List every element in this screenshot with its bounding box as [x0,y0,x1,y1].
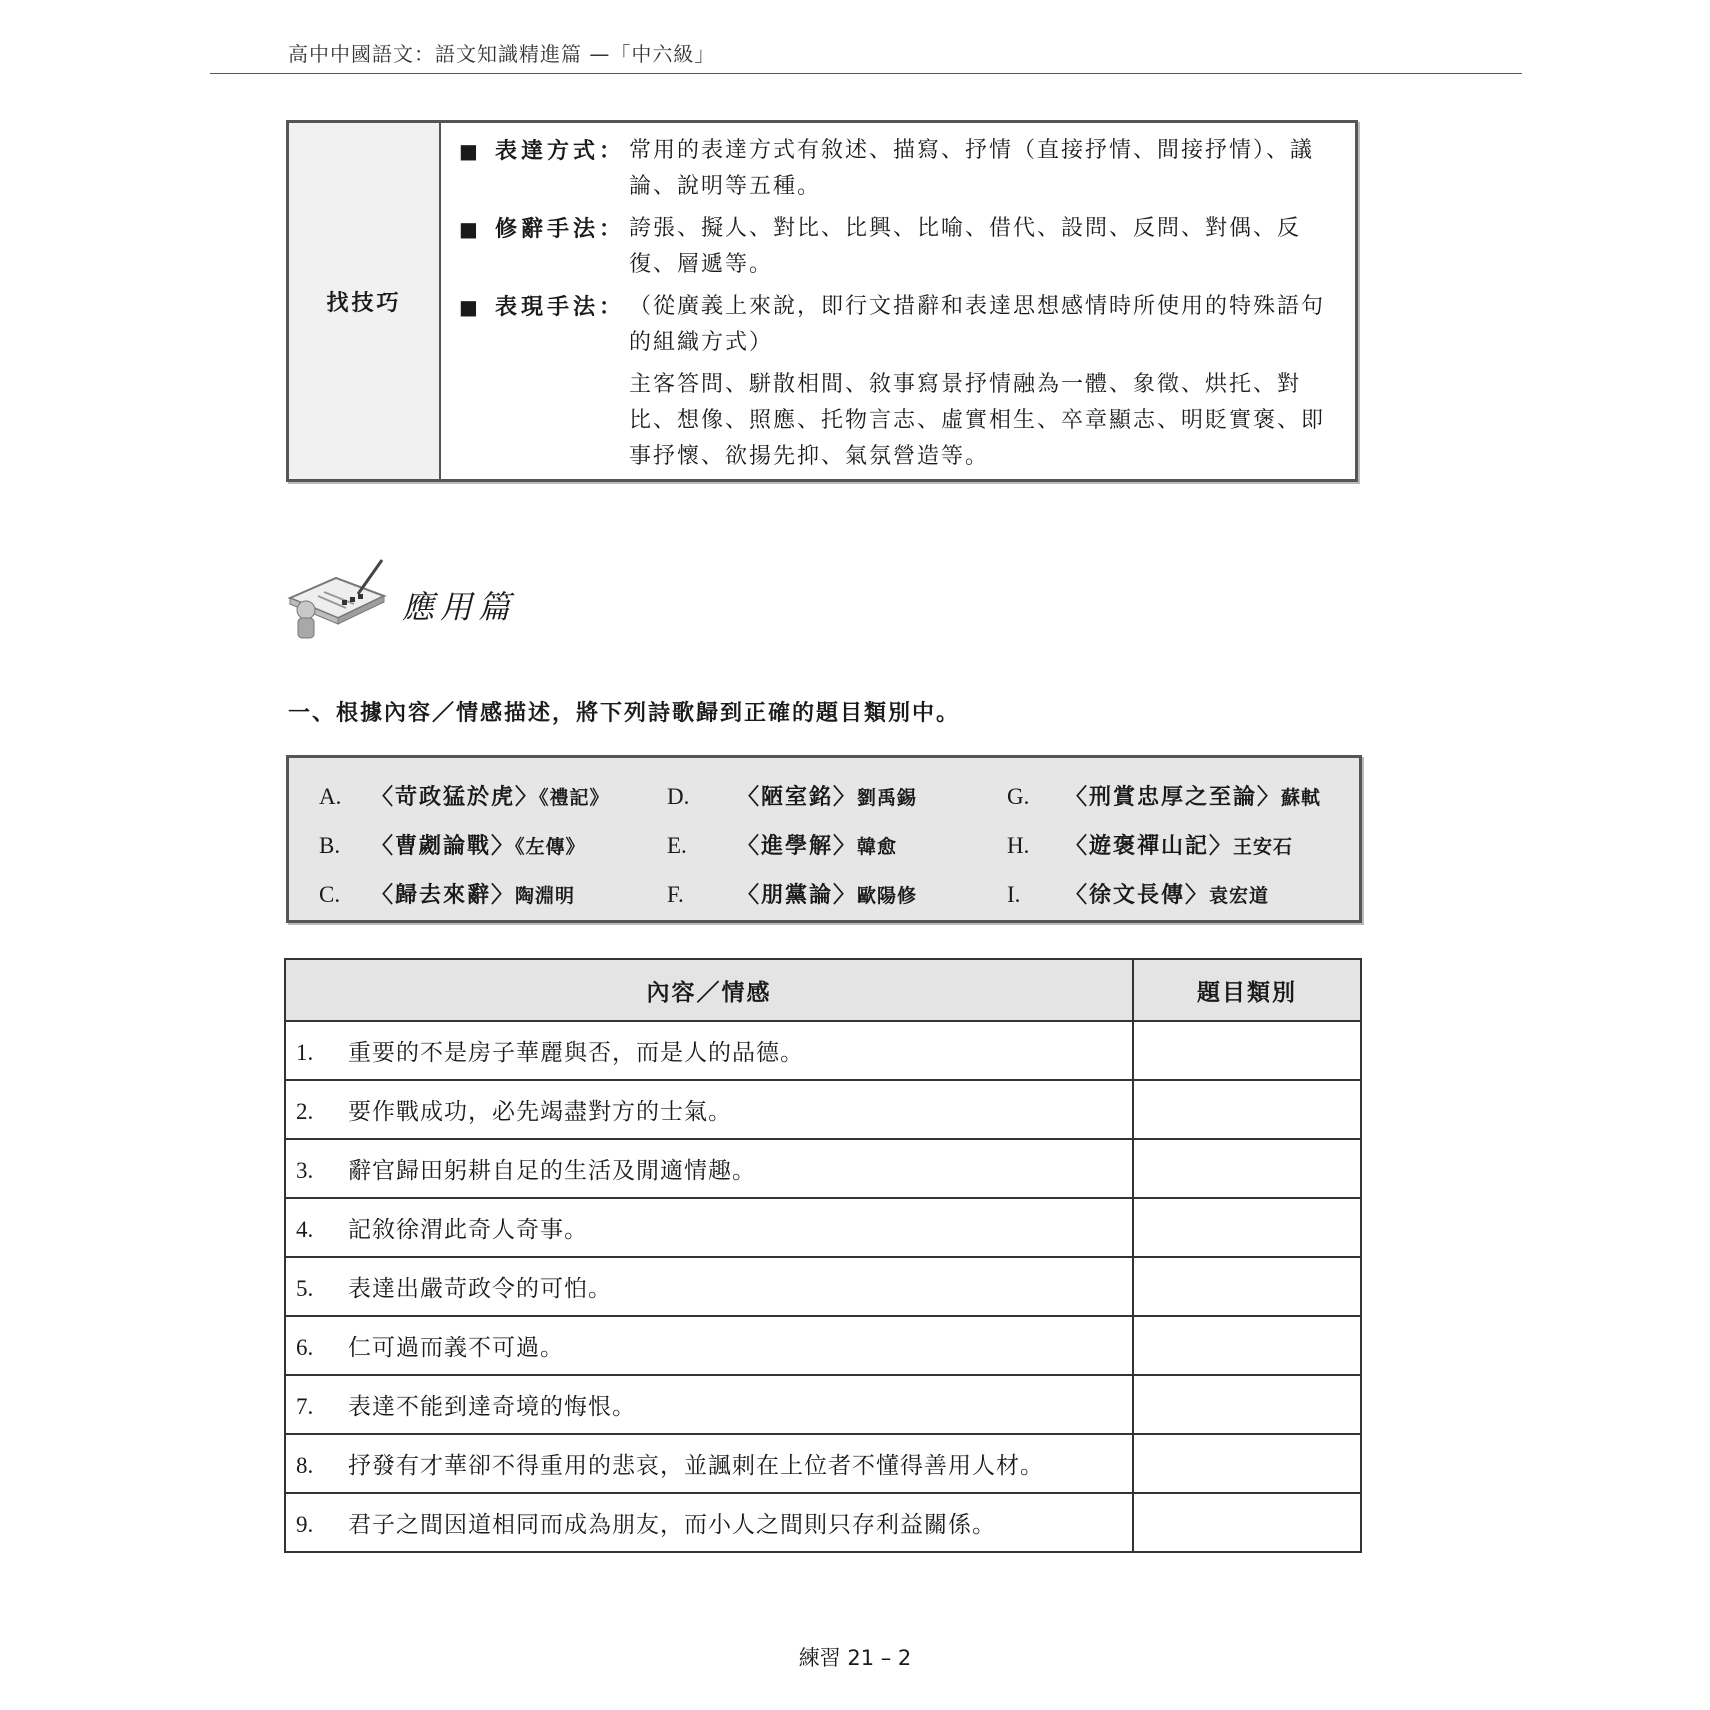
row-number: 7. [296,1394,314,1419]
option-item [319,878,575,909]
row-number: 3. [296,1158,314,1183]
skills-term: 表達方式： [495,138,626,164]
skills-desc [629,133,1345,205]
skills-paragraph: 常用的表達方式有敘述、描寫、抒情（直接抒情、間接抒情）、議論、說明等五種。 [629,138,1315,199]
option-letter: C. [319,882,341,907]
table-row [285,1257,1361,1316]
table-row [285,1198,1361,1257]
row-content [285,1198,1133,1257]
row-content [285,1434,1133,1493]
square-bullet-icon: ■ [459,295,478,319]
options-box [286,755,1362,923]
row-content [285,1080,1133,1139]
row-text: 仁可過而義不可過。 [348,1335,564,1361]
row-content [285,1021,1133,1080]
answer-cell[interactable] [1133,1021,1361,1080]
square-bullet-icon: ■ [459,139,478,163]
skills-paragraph: 誇張、擬人、對比、比興、比喻、借代、設問、反問、對偶、反復、層遞等。 [629,216,1302,277]
option-title: 〈刑賞忠厚之至論〉 [1065,784,1282,810]
row-content [285,1375,1133,1434]
row-number: 8. [296,1453,314,1478]
table-row [285,1375,1361,1434]
option-author: 韓愈 [857,836,898,858]
table-row [285,1021,1361,1080]
skills-table [286,120,1358,482]
section-title: 應用篇 [402,588,517,626]
row-text: 重要的不是房子華麗與否，而是人的品德。 [348,1040,804,1066]
answer-cell[interactable] [1133,1493,1361,1552]
skills-label: 找技巧 [289,123,441,479]
row-text: 記敘徐渭此奇人奇事。 [348,1217,588,1243]
answer-table [284,958,1362,1553]
row-number: 5. [296,1276,314,1301]
skills-term: 表現手法： [495,294,626,320]
option-letter: B. [319,833,341,858]
row-text: 辭官歸田躬耕自足的生活及閒適情趣。 [348,1158,756,1184]
row-number: 6. [296,1335,314,1360]
option-title: 〈進學解〉 [737,833,858,859]
option-title: 〈苛政猛於虎〉 [371,784,540,810]
skills-row [451,133,1345,205]
table-row [285,1316,1361,1375]
square-bullet-icon: ■ [459,217,478,241]
option-letter: A. [319,784,342,809]
option-author: 劉禹錫 [857,787,918,809]
answer-cell[interactable] [1133,1257,1361,1316]
study-book-icon [284,556,394,646]
option-item [667,829,897,860]
option-author: 歐陽修 [857,885,918,907]
option-author: 袁宏道 [1209,885,1270,907]
option-item [1007,780,1321,811]
row-text: 君子之間因道相同而成為朋友，而小人之間則只存利益關係。 [348,1512,996,1538]
table-row [285,1080,1361,1139]
row-number: 2. [296,1099,314,1124]
option-author: 陶淵明 [515,885,576,907]
row-text: 抒發有才華卻不得重用的悲哀，並諷刺在上位者不懂得善用人材。 [348,1453,1044,1479]
option-item [667,780,917,811]
option-item [1007,878,1269,909]
option-title: 〈徐文長傳〉 [1065,882,1210,908]
option-title: 〈遊褒禪山記〉 [1065,833,1234,859]
question-heading: 一、根據內容／情感描述，將下列詩歌歸到正確的題目類別中。 [288,700,961,726]
page-footer: 練習 21 – 2 [798,1646,912,1670]
option-letter: H. [1007,833,1030,858]
header-content: 內容／情感 [285,959,1133,1021]
option-title: 〈曹劌論戰〉 [371,833,516,859]
answer-cell[interactable] [1133,1139,1361,1198]
skills-desc [629,211,1345,283]
skills-term: 修辭手法： [495,216,626,242]
row-content [285,1316,1133,1375]
row-text: 表達不能到達奇境的悔恨。 [348,1394,636,1420]
row-number: 4. [296,1217,314,1242]
table-row [285,1493,1361,1552]
option-author: 《左傳》 [515,836,586,858]
option-title: 〈歸去來辭〉 [371,882,516,908]
row-number: 9. [296,1512,314,1537]
option-author: 蘇軾 [1281,787,1322,809]
skills-desc [629,289,1345,475]
answer-cell[interactable] [1133,1198,1361,1257]
option-letter: I. [1007,882,1021,907]
row-text: 表達出嚴苛政令的可怕。 [348,1276,612,1302]
running-header: 高中中國語文：語文知識精進篇 —「中六級」 [288,42,716,66]
option-letter: D. [667,784,690,809]
option-title: 〈朋黨論〉 [737,882,858,908]
header-divider [210,73,1522,74]
option-author: 《禮記》 [539,787,610,809]
option-letter: F. [667,882,684,907]
option-letter: G. [1007,784,1030,809]
row-number: 1. [296,1040,314,1065]
option-author: 王安石 [1233,836,1294,858]
skills-paragraph: （從廣義上來說，即行文措辭和表達思想感情時所使用的特殊語句的組織方式） [629,294,1326,355]
option-item [319,780,610,811]
skills-row [451,211,1345,283]
answer-cell[interactable] [1133,1080,1361,1139]
skills-paragraph: 主客答問、駢散相間、敘事寫景抒情融為一體、象徵、烘托、對比、想像、照應、托物言志、虛實相生、卒章顯志、明貶實褒、即事抒懷、欲揚先抑、氣氛營造等。 [629,372,1326,469]
option-item [1007,829,1293,860]
option-item [667,878,917,909]
table-row [285,1139,1361,1198]
answer-table-header [285,959,1361,1021]
skills-body [441,123,1355,479]
answer-cell[interactable] [1133,1434,1361,1493]
answer-cell[interactable] [1133,1316,1361,1375]
row-content [285,1257,1133,1316]
row-text: 要作戰成功，必先竭盡對方的士氣。 [348,1099,732,1125]
option-letter: E. [667,833,687,858]
option-title: 〈陋室銘〉 [737,784,858,810]
answer-cell[interactable] [1133,1375,1361,1434]
header-category: 題目類別 [1133,959,1361,1021]
row-content [285,1139,1133,1198]
option-item [319,829,586,860]
skills-row [451,289,1345,475]
table-row [285,1434,1361,1493]
row-content [285,1493,1133,1552]
